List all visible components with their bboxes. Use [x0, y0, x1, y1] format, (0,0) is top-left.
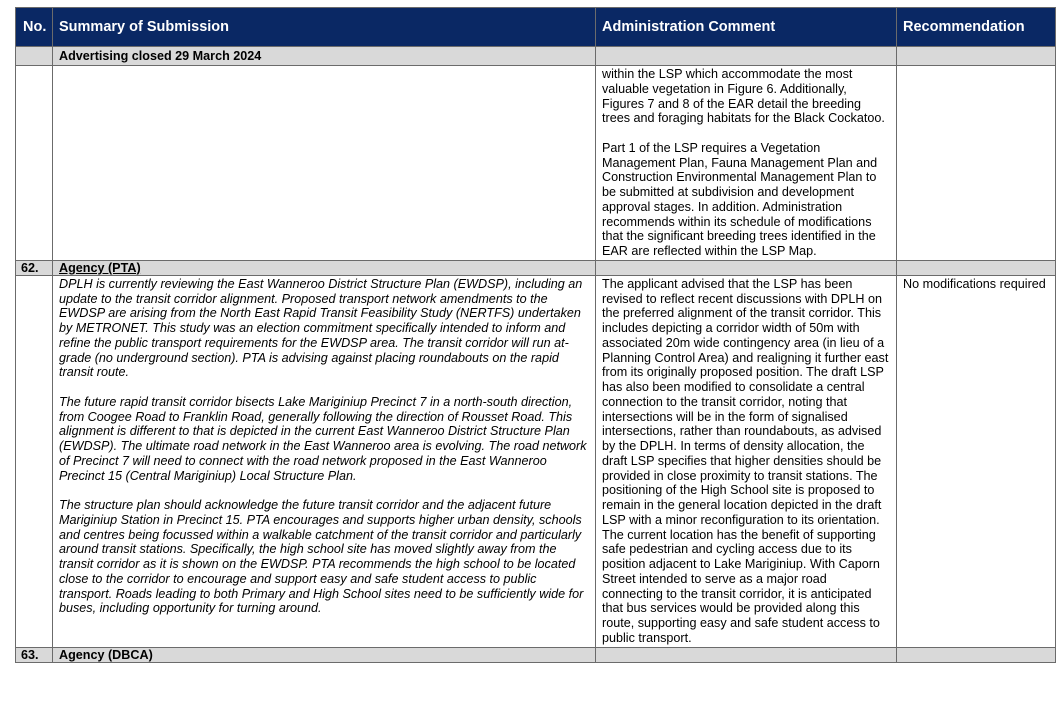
band-number-cell: [16, 47, 53, 66]
agency-empty-cell: [897, 260, 1056, 275]
agency-empty-cell: [596, 647, 897, 662]
band-empty-cell: [596, 47, 897, 66]
submission-number: 62.: [16, 260, 53, 275]
continued-comment-cell: [596, 66, 897, 261]
header-comment: Administration Comment: [596, 8, 897, 47]
comment-paragraph: within the LSP which accommodate the most valuable vegetation in Figure 6. Additionally, Figures 7 and 8 of the EAR detail the breeding trees and foraging habitats for the Black Cockatoo.: [602, 67, 885, 126]
summary-paragraph: The structure plan should acknowledge the future transit corridor and the adjacent future Mariginiup Station in Precinct 15. PTA encourages and supports higher urban density, schools and centres being focussed within a walkable catchment of the transit corridor and particularly around transit stations. Specifically, the high school site has moved slightly away from the transit corridor as it is shown on the EWDSP. PTA recommends the high school to be located close to the corridor to encourage and support easy and safe student access to public transport. Roads leading to both Primary and High School sites need to be sufficiently wide for buses, including opportunity for turning around.: [59, 498, 584, 616]
summary-cell: [53, 275, 596, 647]
agency-heading: [53, 647, 596, 662]
agency-empty-cell: [897, 647, 1056, 662]
continued-summary-cell: [53, 66, 596, 261]
submissions-table: [15, 7, 1056, 663]
header-recommendation: Recommendation: [897, 8, 1056, 47]
header-no: No.: [16, 8, 53, 47]
section-band-row: [16, 47, 1056, 66]
row-number-cell: [16, 275, 53, 647]
agency-row-62: [16, 260, 1056, 275]
recommendation-text: No modifications required: [903, 276, 1046, 291]
agency-label: Agency (DBCA): [59, 647, 153, 662]
table-row-62: [16, 275, 1056, 647]
summary-paragraph: DPLH is currently reviewing the East Wanneroo District Structure Plan (EWDSP), including an update to the transit corridor alignment. Proposed transport network amendments to the EWDSP are arising from the North East Rapid Transit Feasibility Study (NERTFS) undertaken by METRONET. This study was an election commitment specifically intended to inform and refine the public transport requirements for the EWDSP area. The transit corridor will run at-grade (no underground section). PTA is advising against placing roundabouts on the rapid transit route.: [59, 276, 583, 380]
comment-cell: [596, 275, 897, 647]
table-row-continued: [16, 66, 1056, 261]
continued-number-cell: [16, 66, 53, 261]
submission-number: 63.: [16, 647, 53, 662]
comment-paragraph: The applicant advised that the LSP has been revised to reflect recent discussions with DPLH on the preferred alignment of the transit corridor. This includes depicting a corridor width of 50m with associated 20m wide contingency area (in lieu of a Planning Control Area) and realigning it further east from its originally proposed position. The draft LSP has also been modified to consolidate a central connection to the transit corridor, noting that intersections will be in the form of signalised intersections, rather than roundabouts, as advised by the DPLH. In terms of density allocation, the draft LSP specifies that higher densities should be provided in close proximity to transit stations. The positioning of the High School site is proposed to remain in the general location depicted in the draft LSP with a minor reconfiguration to its orientation. The current location has the benefit of supporting safe pedestrian and cycling access due to its position adjacent to Lake Mariginiup. With Caporn Street intended to serve as a major road connecting to the transit corridor, it is anticipated that bus services would be provided along this route, supporting easy and safe student access to public transport.: [602, 276, 889, 645]
agency-empty-cell: [596, 260, 897, 275]
agency-heading: [53, 260, 596, 275]
agency-row-63: [16, 647, 1056, 662]
header-row: [16, 8, 1056, 47]
agency-label: Agency (PTA): [59, 260, 141, 275]
continued-recommendation-cell: [897, 66, 1056, 261]
comment-paragraph: Part 1 of the LSP requires a Vegetation Management Plan, Fauna Management Plan and Construction Environmental Management Plan to be submitted at subdivision and development approval stages. In addition. Administration recommends within its schedule of modifications that the significant breeding trees identified in the EAR are reflected within the LSP Map.: [602, 140, 878, 258]
section-band-label: Advertising closed 29 March 2024: [53, 47, 596, 66]
summary-paragraph: The future rapid transit corridor bisects Lake Mariginiup Precinct 7 in a north-south direction, from Coogee Road to Franklin Road, generally following the direction of Rousset Road. This alignment is different to that is depicted in the current East Wanneroo District Structure Plan (EWDSP). The ultimate road network in the East Wanneroo area is evolving. The road network of Precinct 7 will need to connect with the road network proposed in the East Wanneroo Precinct 15 (Central Mariginiup) Local Structure Plan.: [59, 394, 587, 483]
header-summary: Summary of Submission: [53, 8, 596, 47]
recommendation-cell: [897, 275, 1056, 647]
band-empty-cell: [897, 47, 1056, 66]
